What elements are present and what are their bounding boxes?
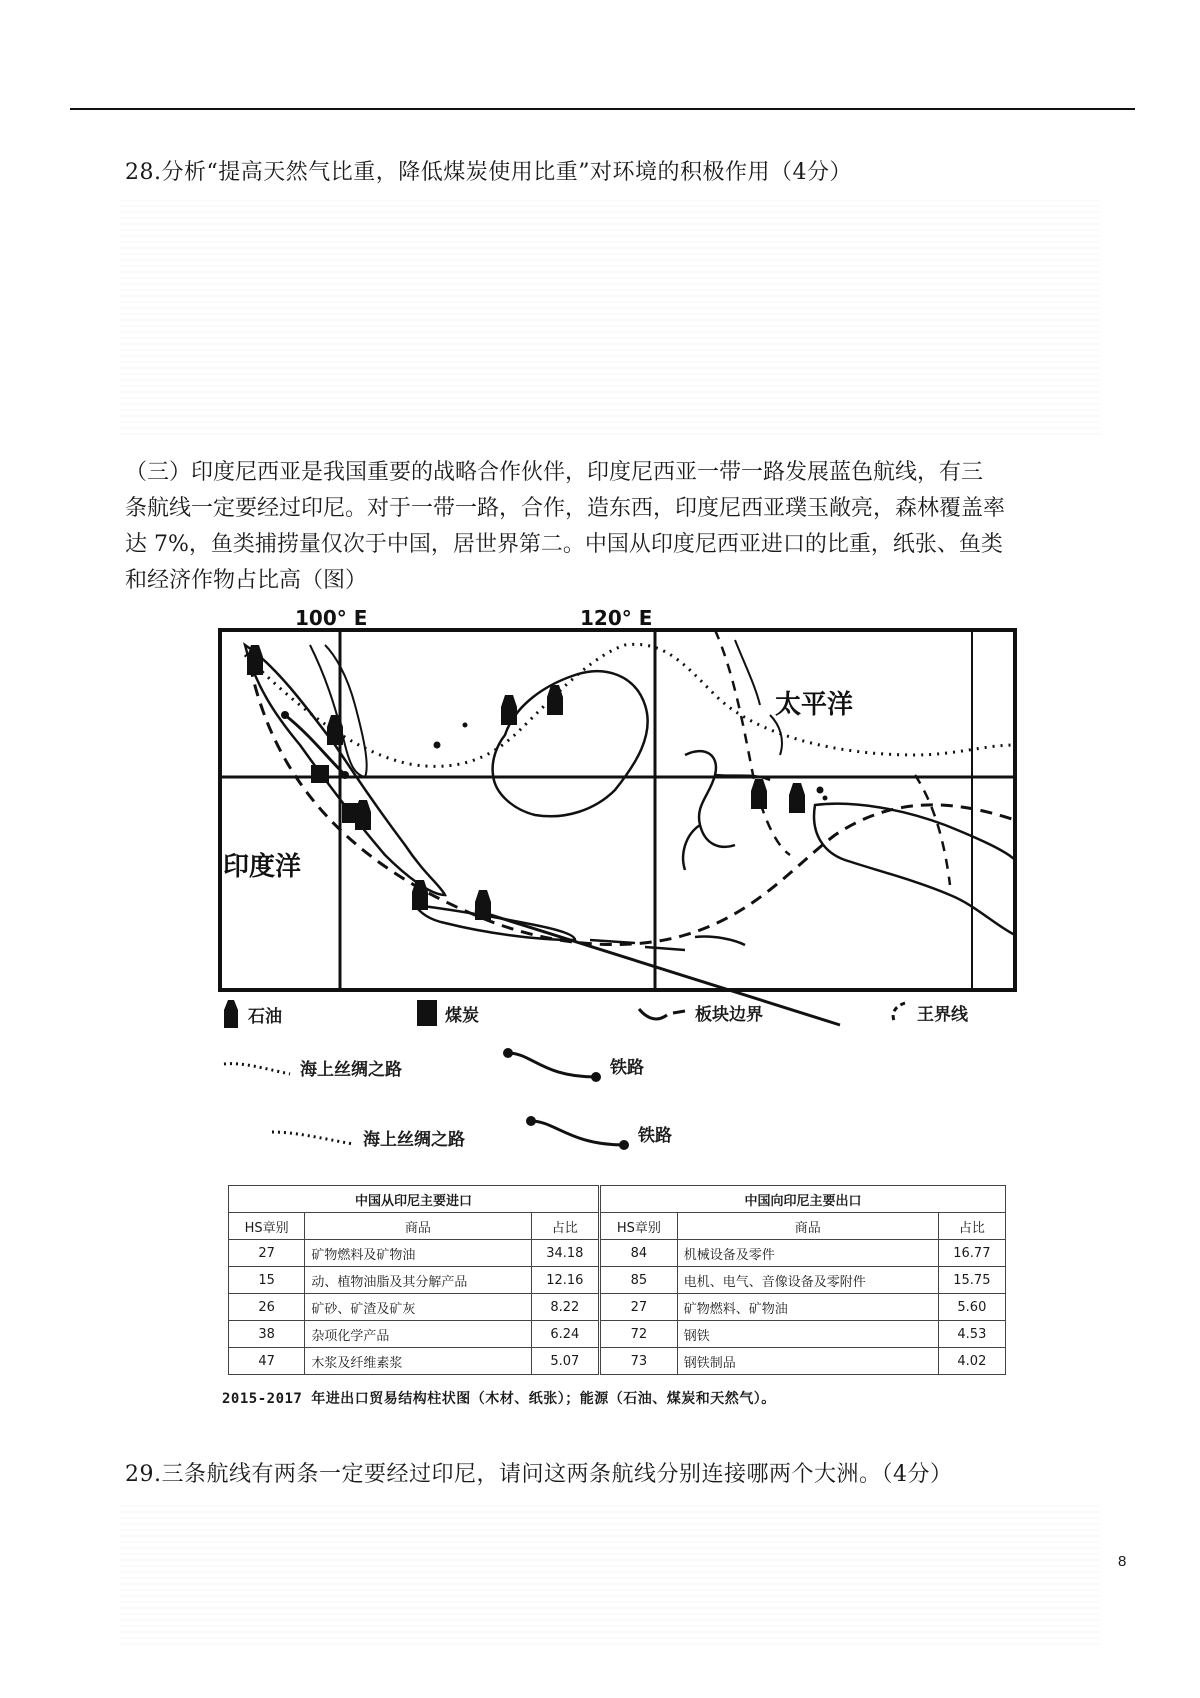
coal-icon xyxy=(417,1000,437,1026)
table-cell: 4.02 xyxy=(938,1348,1005,1375)
col-header: HS章别 xyxy=(600,1213,678,1240)
table-row xyxy=(229,1321,1006,1348)
question-29: 29.三条航线有两条一定要经过印尼，请问这两条航线分别连接哪两个大洲。（4分） xyxy=(125,1462,953,1487)
table-cell: 27 xyxy=(229,1240,305,1267)
sulawesi-outline xyxy=(683,751,770,870)
legend-oil-label: 石油 xyxy=(248,1006,282,1027)
table-cell: 电机、电气、音像设备及零附件 xyxy=(677,1267,938,1294)
table-cell: 机械设备及零件 xyxy=(677,1240,938,1267)
legend-railway-label: 铁路 xyxy=(638,1125,672,1146)
oil-icon xyxy=(222,1000,240,1028)
trade-table xyxy=(228,1185,1006,1375)
table-cell: 5.07 xyxy=(531,1348,600,1375)
answer-space-28 xyxy=(120,200,1100,435)
table-row xyxy=(229,1267,1006,1294)
oil-icon xyxy=(789,783,805,813)
table-cell: 6.24 xyxy=(531,1321,600,1348)
railway-icon xyxy=(525,1115,630,1151)
col-header: 商品 xyxy=(305,1213,531,1240)
table-row xyxy=(229,1240,1006,1267)
table-cell: 27 xyxy=(600,1294,678,1321)
legend-railway xyxy=(525,1115,672,1151)
col-header: 商品 xyxy=(677,1213,938,1240)
table-cell: 15.75 xyxy=(938,1267,1005,1294)
legend-silk-road-label: 海上丝绸之路 xyxy=(363,1130,465,1150)
table-cell: 4.53 xyxy=(938,1321,1005,1348)
export-title: 中国向印尼主要出口 xyxy=(600,1186,1006,1213)
table-cell: 47 xyxy=(229,1348,305,1375)
boundary-icon xyxy=(887,1001,909,1025)
table-row xyxy=(229,1294,1006,1321)
table-cell: 72 xyxy=(600,1321,678,1348)
legend-boundary-label: 王界线 xyxy=(917,1005,968,1025)
table-cell: 矿物燃料及矿物油 xyxy=(305,1240,531,1267)
table-cell: 矿物燃料、矿物油 xyxy=(677,1294,938,1321)
col-header: HS章别 xyxy=(229,1213,305,1240)
legend-plate-boundary-label: 板块边界 xyxy=(695,1005,763,1025)
section-3-paragraph xyxy=(125,455,1100,599)
table-cell: 钢铁制品 xyxy=(677,1348,938,1375)
silk-road-route xyxy=(245,644,1015,766)
paragraph-line: 和经济作物占比高（图） xyxy=(125,568,368,593)
table-cell: 85 xyxy=(600,1267,678,1294)
col-header: 占比 xyxy=(938,1213,1005,1240)
oil-icon xyxy=(475,890,491,920)
oil-icon xyxy=(751,779,767,809)
legend-coal-label: 煤炭 xyxy=(445,1005,479,1026)
coal-icon xyxy=(342,803,358,823)
table-row xyxy=(229,1348,1006,1375)
table-cell: 38 xyxy=(229,1321,305,1348)
plate-boundary-icon xyxy=(637,1003,687,1023)
table-caption: 2015-2017 年进出口贸易结构柱状图（木材、纸张）；能源（石油、煤炭和天然气）。 xyxy=(222,1391,776,1407)
table-cell: 8.22 xyxy=(531,1294,600,1321)
plate-boundary-north xyxy=(715,630,790,855)
table-cell: 动、植物油脂及其分解产品 xyxy=(305,1267,531,1294)
table-cell: 15 xyxy=(229,1267,305,1294)
paragraph-line: 达 7%，鱼类捕捞量仅次于中国，居世界第二。中国从印度尼西亚进口的比重，纸张、鱼类 xyxy=(125,532,1003,557)
col-header: 占比 xyxy=(531,1213,600,1240)
table-cell: 16.77 xyxy=(938,1240,1005,1267)
table-cell: 84 xyxy=(600,1240,678,1267)
lon-label-120e: 120° E xyxy=(580,606,653,630)
paragraph-line: （三）印度尼西亚是我国重要的战略合作伙伴，印度尼西亚一带一路发展蓝色航线，有三 xyxy=(125,460,984,485)
table-cell: 12.16 xyxy=(531,1267,600,1294)
table-cell: 5.60 xyxy=(938,1294,1005,1321)
table-cell: 钢铁 xyxy=(677,1321,938,1348)
legend-silk-road xyxy=(222,1055,402,1080)
table-cell: 73 xyxy=(600,1348,678,1375)
indonesia-map xyxy=(215,605,1020,1045)
header-rule xyxy=(70,108,1135,110)
dotted-route-icon xyxy=(222,1058,292,1078)
answer-space-29 xyxy=(120,1505,1100,1645)
legend-railway-label: 铁路 xyxy=(610,1057,644,1078)
legend-oil xyxy=(222,1000,282,1028)
dotted-route-icon xyxy=(270,1128,355,1148)
oil-icon xyxy=(501,695,517,725)
legend-railway xyxy=(502,1047,644,1083)
oil-markers xyxy=(247,645,805,920)
malay-peninsula-outline xyxy=(310,645,367,777)
label-pacific: 太平洋 xyxy=(775,690,854,720)
page-number: 8 xyxy=(1118,1553,1127,1570)
table-cell: 矿砂、矿渣及矿灰 xyxy=(305,1294,531,1321)
table-cell: 杂项化学产品 xyxy=(305,1321,531,1348)
import-title: 中国从印尼主要进口 xyxy=(229,1186,600,1213)
legend-silk-road xyxy=(270,1125,465,1150)
table-cell: 26 xyxy=(229,1294,305,1321)
legend-row-routes-2 xyxy=(240,1125,1020,1165)
table-cell: 木浆及纤维素浆 xyxy=(305,1348,531,1375)
legend-boundary xyxy=(887,1000,968,1025)
railway-icon xyxy=(502,1047,602,1083)
table-cell: 34.18 xyxy=(531,1240,600,1267)
coal-icon xyxy=(311,765,329,783)
label-indian-ocean: 印度洋 xyxy=(223,852,302,882)
legend-plate-boundary xyxy=(637,1000,763,1025)
paragraph-line: 条航线一定要经过印尼。对于一带一路，合作，造东西，印度尼西亚璞玉敞亮，森林覆盖率 xyxy=(125,496,1006,521)
legend-coal xyxy=(417,1000,479,1026)
borneo-outline xyxy=(493,671,648,816)
legend-row-symbols xyxy=(222,1000,1022,1040)
lon-label-100e: 100° E xyxy=(295,606,368,630)
question-28: 28.分析“提高天然气比重，降低煤炭使用比重”对环境的积极作用（4分） xyxy=(125,160,852,185)
legend-row-routes-1 xyxy=(222,1055,1022,1095)
new-guinea-outline xyxy=(814,804,1015,935)
plate-boundary-east xyxy=(915,775,950,885)
legend-silk-road-label: 海上丝绸之路 xyxy=(300,1060,402,1080)
